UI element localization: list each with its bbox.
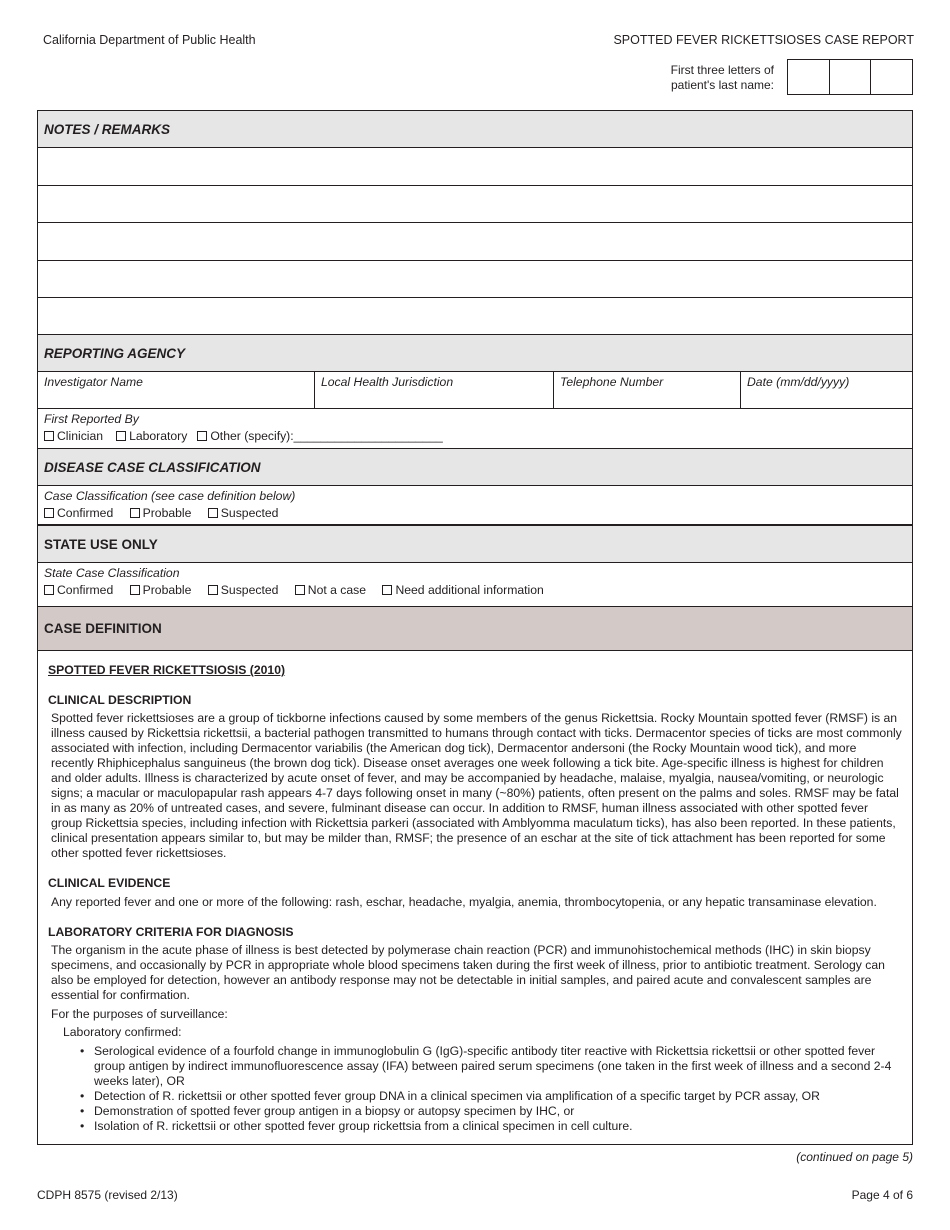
notes-line-1[interactable] — [38, 148, 912, 186]
state-option-suspected[interactable]: Suspected — [208, 583, 279, 597]
page-number: Page 4 of 6 — [851, 1188, 913, 1202]
state-classification-label: State Case Classification — [44, 566, 180, 580]
state-option-need-info[interactable]: Need additional information — [382, 583, 543, 597]
initial-box-2[interactable] — [830, 60, 872, 94]
lab-confirmed-text: Laboratory confirmed: — [63, 1025, 182, 1039]
reporting-title: REPORTING AGENCY — [44, 345, 186, 361]
investigator-name-field[interactable]: Investigator Name — [38, 372, 315, 408]
date-field[interactable]: Date (mm/dd/yyyy) — [747, 375, 850, 389]
telephone-field[interactable]: Telephone Number — [554, 372, 741, 408]
case-definition-header — [38, 607, 912, 651]
form-id: CDPH 8575 (revised 2/13) — [37, 1188, 178, 1202]
form-title: SPOTTED FEVER RICKETTSIOSES CASE REPORT — [613, 33, 914, 47]
option-suspected[interactable]: Suspected — [208, 506, 279, 520]
notes-title: NOTES / REMARKS — [44, 121, 171, 137]
state-classification-row — [38, 563, 912, 607]
clinical-evidence-text: Any reported fever and one or more of the following: rash, eschar, headache, myalgia, anemia, thrombocytopenia, or any hepatic transaminase elevation. — [51, 895, 877, 909]
notes-line-3[interactable] — [38, 223, 912, 261]
initials-boxes — [787, 59, 913, 95]
checkbox-icon[interactable] — [130, 508, 140, 518]
classification-label: Case Classification (see case definition below) — [44, 489, 296, 503]
reporting-fields-row — [38, 372, 912, 409]
jurisdiction-field[interactable]: Local Health Jurisdiction — [315, 372, 554, 408]
state-use-header — [38, 526, 912, 563]
case-definition-body — [38, 651, 912, 1134]
checkbox-icon[interactable] — [382, 585, 392, 595]
list-item: • Serological evidence of a fourfold change in immunoglobulin G (IgG)-specific antibody titer reactive with Rickettsia rickettsii or other spotted fever group antigen by indirect immunofluorescence assay (IFA) between paired serum specimens (one taken in the first week of illness and a second 2-4 weeks later), OR — [94, 1044, 902, 1089]
state-use-title: STATE USE ONLY — [44, 536, 158, 552]
checkbox-icon[interactable] — [44, 431, 54, 441]
checkbox-icon[interactable] — [130, 585, 140, 595]
list-item: • Demonstration of spotted fever group antigen in a biopsy or autopsy specimen by IHC, or — [94, 1104, 902, 1119]
checkbox-icon[interactable] — [208, 585, 218, 595]
state-option-probable[interactable]: Probable — [130, 583, 192, 597]
clinical-evidence-title: CLINICAL EVIDENCE — [48, 876, 171, 890]
initial-box-3[interactable] — [871, 60, 912, 94]
lab-criteria-text: The organism in the acute phase of illness is best detected by polymerase chain reaction (PCR) and immunohistochemical methods (IHC) in skin biopsy specimens, and occasionally by PCR in appropriate whole blood specimens taken during the first week of illness, prior to antibiotic treatment. Serology can also be employed for detection, however an antibody response may not be detectable in initial samples, and paired acute and convalescent samples are essential for confirmation. — [51, 943, 885, 1002]
checkbox-icon[interactable] — [116, 431, 126, 441]
option-other[interactable]: Other (specify):______________________ — [197, 429, 442, 443]
notes-line-2[interactable] — [38, 186, 912, 223]
notes-line-4[interactable] — [38, 261, 912, 298]
initials-label: First three letters of patient's last name: — [670, 63, 774, 92]
option-confirmed[interactable]: Confirmed — [44, 506, 113, 520]
clinical-description-title: CLINICAL DESCRIPTION — [48, 693, 192, 707]
classification-row — [38, 486, 912, 526]
checkbox-icon[interactable] — [44, 585, 54, 595]
lab-criteria-list — [48, 1044, 902, 1134]
checkbox-icon[interactable] — [208, 508, 218, 518]
case-definition-title: CASE DEFINITION — [44, 621, 162, 636]
definition-heading: SPOTTED FEVER RICKETTSIOSIS (2010) — [48, 663, 286, 677]
form-table — [37, 110, 913, 1145]
initial-box-1[interactable] — [788, 60, 830, 94]
checkbox-icon[interactable] — [44, 508, 54, 518]
surveillance-text: For the purposes of surveillance: — [51, 1007, 228, 1021]
state-option-not-a-case[interactable]: Not a case — [295, 583, 366, 597]
option-laboratory[interactable]: Laboratory — [116, 429, 187, 443]
reporting-header — [38, 335, 912, 372]
checkbox-icon[interactable] — [295, 585, 305, 595]
continued-note: (continued on page 5) — [796, 1150, 913, 1164]
first-reported-row — [38, 409, 912, 449]
option-probable[interactable]: Probable — [130, 506, 192, 520]
state-option-confirmed[interactable]: Confirmed — [44, 583, 113, 597]
agency-name: California Department of Public Health — [43, 33, 256, 47]
lab-criteria-title: LABORATORY CRITERIA FOR DIAGNOSIS — [48, 925, 294, 939]
list-item: • Detection of R. rickettsii or other spotted fever group DNA in a clinical specimen via amplification of a specific target by PCR assay, OR — [94, 1089, 902, 1104]
notes-header — [38, 111, 912, 148]
option-clinician[interactable]: Clinician — [44, 429, 103, 443]
classification-title: DISEASE CASE CLASSIFICATION — [44, 459, 261, 475]
notes-line-5[interactable] — [38, 298, 912, 335]
clinical-description-text: Spotted fever rickettsioses are a group of tickborne infections caused by some members of the genus Rickettsia. Rocky Mountain spotted fever (RMSF) is an illness caused by Rickettsia rickettsii, a bacterial pathogen transmitted to humans through contact with ticks. Dermacentor species of ticks are most commonly associated with infection, including Dermacentor variabilis (the American dog tick), Dermacentor andersoni (the Rocky Mountain wood tick), and more recently Rhiphicephalus sanguineus (the brown dog tick). Disease onset averages one week following a tick bite. Age-specific illness is highest for children and older adults. Illness is characterized by acute onset of fever, and may be accompanied by headache, malaise, myalgia, nausea/vomiting, or neurologic signs; a macular or maculopapular rash appears 4-7 days following onset in many (~80%) patients, often present on the palms and soles. RMSF may be fatal in as many as 20% of untreated cases, and severe, fulminant disease can occur. In addition to RMSF, human illness associated with other spotted fever group Rickettsia species, including infection with Rickettsia parkeri (associated with Amblyomma maculatum ticks), has also been reported. In these patients, clinical presentation appears similar to, but may be milder than, RMSF; the presence of an eschar at the site of tick attachment has been reported for some other spotted fever rickettsioses. — [51, 711, 902, 860]
list-item: • Isolation of R. rickettsii or other spotted fever group rickettsia from a clinical specimen in cell culture. — [94, 1119, 902, 1134]
first-reported-label: First Reported By — [44, 412, 139, 426]
classification-header — [38, 449, 912, 486]
checkbox-icon[interactable] — [197, 431, 207, 441]
